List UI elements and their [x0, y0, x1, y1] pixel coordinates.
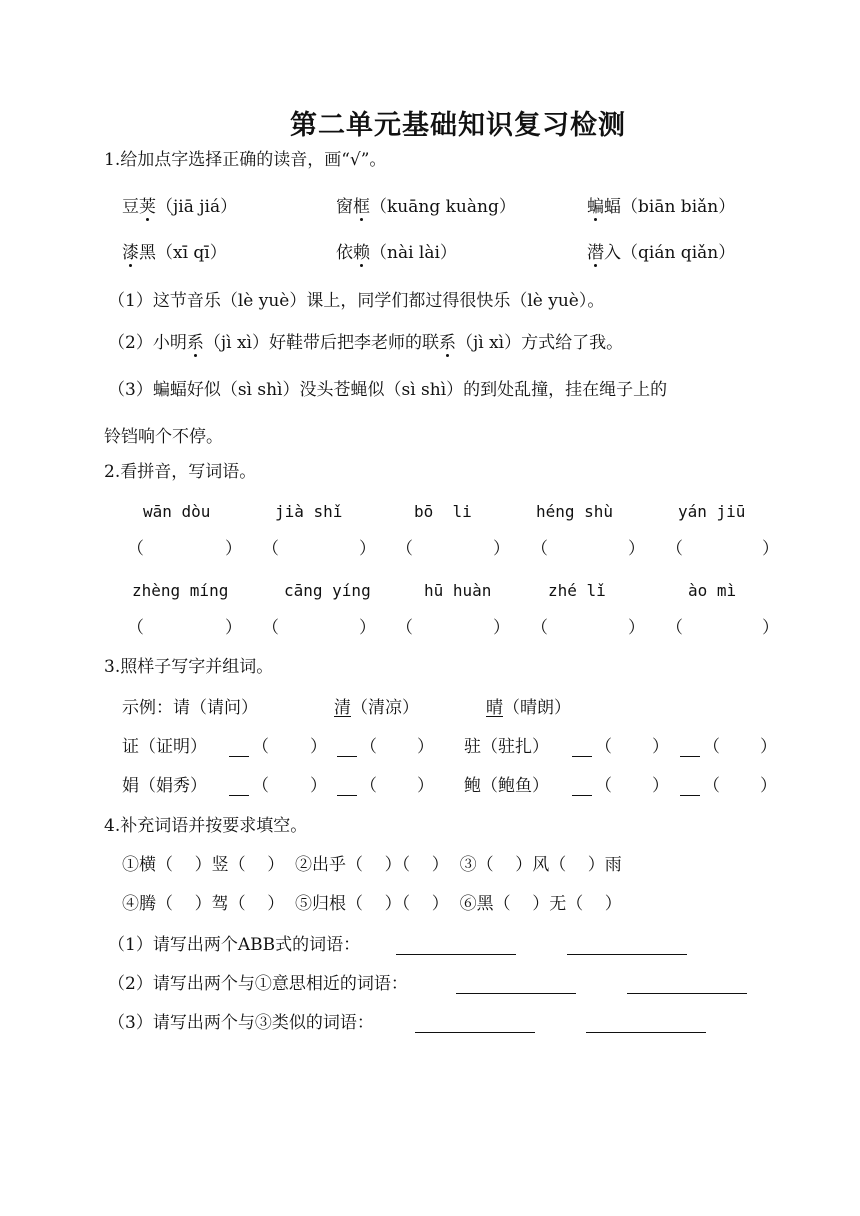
pinyin-label: cāng yíng	[284, 581, 371, 600]
q1-item-5: 依赖（nài lài）	[336, 243, 457, 263]
q3-example-2: 清（清凉）	[334, 698, 419, 718]
dotted-char: 框	[353, 197, 370, 217]
word-blank[interactable]	[270, 739, 310, 757]
q1-item-6: 潜入（qián qiǎn）	[587, 243, 736, 263]
answer-line[interactable]	[627, 976, 747, 994]
pinyin-label: jià shǐ	[275, 502, 343, 521]
word-blank[interactable]	[613, 778, 649, 796]
answer-blank[interactable]	[278, 541, 358, 559]
q1-item-4: 漆黑（xī qī）	[122, 243, 227, 263]
q3-word-right-1: 驻（驻扎）	[464, 737, 549, 757]
answer-blank[interactable]	[412, 620, 492, 638]
q1-sentence-2: （2）小明系（jì xì）好鞋带后把李老师的联系（jì xì）方式给了我。	[108, 333, 624, 353]
q3-word-left-2: 娟（娟秀）	[122, 776, 207, 796]
answer-blank[interactable]	[143, 541, 223, 559]
char-blank[interactable]	[680, 742, 700, 757]
q3-word-left-1: 证（证明）	[122, 737, 207, 757]
dotted-char: 蝙	[587, 197, 604, 217]
q1-sentence-3-cont: 铃铛响个不停。	[104, 427, 223, 447]
answer-blank[interactable]	[547, 620, 627, 638]
answer-blank[interactable]	[412, 541, 492, 559]
word-blank[interactable]	[613, 739, 649, 757]
pinyin-label: wān dòu	[143, 502, 211, 521]
answer-blank[interactable]	[143, 620, 223, 638]
q4-sentence-2: （2）请写出两个与①意思相近的词语：	[108, 974, 408, 994]
char-blank[interactable]	[337, 781, 357, 796]
q1-heading: 1.给加点字选择正确的读音，画“√”。	[104, 150, 387, 170]
pinyin-label: yán jiū	[678, 502, 746, 521]
q3-word-right-2: 鲍（鲍鱼）	[464, 776, 549, 796]
answer-blank[interactable]	[682, 541, 762, 559]
pinyin-label: zhé lǐ	[548, 581, 606, 600]
q3-heading: 3.照样子写字并组词。	[104, 657, 274, 677]
word-blank[interactable]	[378, 739, 414, 757]
q1-item-2: 窗框（kuāng kuàng）	[336, 197, 516, 217]
answer-blank[interactable]	[278, 620, 358, 638]
q1-item-1: 豆荚（jiā jiá）	[122, 197, 238, 217]
answer-blank[interactable]	[682, 620, 762, 638]
q1-sentence-3: （3）蝙蝠好似（sì shì）没头苍蝇似（sì shì）的到处乱撞，挂在绳子上的	[108, 380, 668, 400]
answer-line[interactable]	[415, 1015, 535, 1033]
q1-item-3: 蝙蝠（biān biǎn）	[587, 197, 736, 217]
char-blank[interactable]	[229, 742, 249, 757]
pinyin-label: ào mì	[688, 581, 737, 600]
pinyin-label: hū huàn	[424, 581, 492, 600]
q4-idioms-row-2: ④腾（ ）驾（ ） ⑤归根（ ）（ ） ⑥黑（ ）无（ ）	[122, 894, 622, 914]
pinyin-label: héng shù	[536, 502, 614, 521]
q3-example: 示例：请（请问）	[122, 698, 258, 718]
dotted-char: 赖	[353, 243, 370, 263]
q4-heading: 4.补充词语并按要求填空。	[104, 816, 308, 836]
dotted-char: 潜	[587, 243, 604, 263]
q4-sentence-1: （1）请写出两个ABB式的词语：	[108, 935, 361, 955]
answer-line[interactable]	[456, 976, 576, 994]
answer-line[interactable]	[567, 937, 687, 955]
pinyin-label: bō li	[414, 502, 472, 521]
page-title: 第二单元基础知识复习检测	[290, 110, 626, 141]
answer-line[interactable]	[396, 937, 516, 955]
word-blank[interactable]	[270, 778, 310, 796]
word-blank[interactable]	[721, 739, 757, 757]
q3-example-3: 晴（晴朗）	[486, 698, 571, 718]
dotted-char: 漆	[122, 243, 139, 263]
word-blank[interactable]	[378, 778, 414, 796]
q4-sentence-3: （3）请写出两个与③类似的词语：	[108, 1013, 374, 1033]
q1-sentence-1: （1）这节音乐（lè yuè）课上，同学们都过得很快乐（lè yuè）。	[108, 291, 605, 311]
char-blank[interactable]	[572, 781, 592, 796]
answer-line[interactable]	[586, 1015, 706, 1033]
dotted-char: 系	[438, 333, 456, 353]
dotted-char: 荚	[139, 197, 156, 217]
char-blank[interactable]	[229, 781, 249, 796]
q2-heading: 2.看拼音，写词语。	[104, 462, 257, 482]
dotted-char: 系	[186, 333, 204, 353]
char-blank[interactable]	[337, 742, 357, 757]
q4-idioms-row-1: ①横（ ）竖（ ） ②出乎（ ）（ ） ③（ ）风（ ）雨	[122, 855, 622, 875]
word-blank[interactable]	[721, 778, 757, 796]
answer-blank[interactable]	[547, 541, 627, 559]
char-blank[interactable]	[572, 742, 592, 757]
pinyin-label: zhèng míng	[132, 581, 229, 600]
char-blank[interactable]	[680, 781, 700, 796]
